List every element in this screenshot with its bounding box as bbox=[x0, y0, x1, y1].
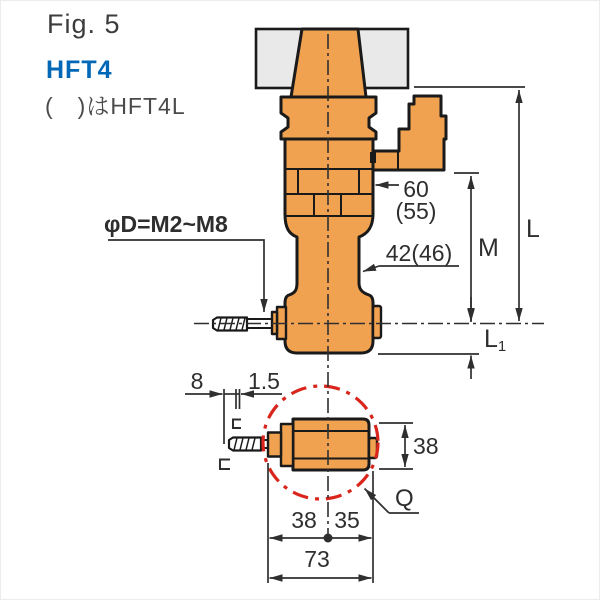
dim-8: 8 bbox=[190, 368, 204, 394]
tap-size-range: φD=M2~M8 bbox=[104, 211, 228, 237]
model-variant-note: ( )はHFT4L bbox=[45, 93, 186, 119]
clamp-slot bbox=[370, 152, 376, 163]
dim-38: 38 bbox=[291, 507, 317, 533]
dimensions-side bbox=[185, 368, 439, 583]
stop-block-arm bbox=[373, 96, 446, 170]
end-cap bbox=[373, 306, 381, 338]
dim-42-46: 42(46) bbox=[385, 240, 453, 266]
head-body-side bbox=[293, 419, 369, 470]
dim-L: L bbox=[526, 215, 540, 243]
dim-L1: L1 bbox=[484, 325, 507, 355]
model-name: HFT4 bbox=[46, 56, 113, 84]
center-dot bbox=[324, 534, 333, 543]
dim-35: 35 bbox=[334, 507, 360, 533]
q-leader bbox=[365, 489, 390, 514]
dim-60: 60 bbox=[403, 176, 429, 202]
dim-38-side: 38 bbox=[413, 433, 439, 459]
dim-73: 73 bbox=[304, 546, 330, 572]
dim-1-5: 1.5 bbox=[248, 368, 280, 394]
side-view bbox=[220, 386, 378, 499]
dim-M: M bbox=[478, 234, 499, 262]
tap-range-leader bbox=[108, 240, 264, 312]
chamfer-mark-lower bbox=[220, 460, 230, 470]
chamfer-mark-upper bbox=[233, 420, 241, 429]
figure-number: Fig. 5 bbox=[47, 9, 121, 39]
dim-55: (55) bbox=[395, 198, 437, 224]
head-collar bbox=[281, 424, 293, 466]
head-nose bbox=[268, 433, 281, 457]
q-label: Q bbox=[395, 485, 414, 512]
